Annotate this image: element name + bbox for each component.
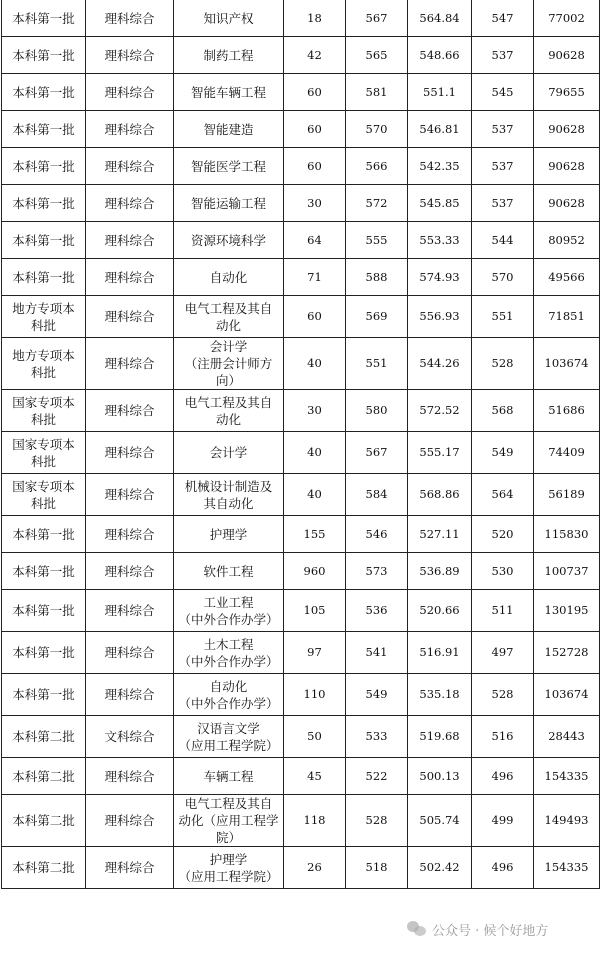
cell-plan-count: 40	[284, 432, 346, 474]
cell-batch: 本科第一批	[2, 37, 86, 74]
cell-min-score: 547	[472, 0, 534, 37]
cell-subject-group: 理科综合	[86, 222, 174, 259]
cell-subject-group: 理科综合	[86, 516, 174, 553]
cell-major: 护理学	[174, 516, 284, 553]
cell-subject-group: 理科综合	[86, 0, 174, 37]
cell-min-rank: 77002	[534, 0, 600, 37]
cell-min-rank: 115830	[534, 516, 600, 553]
table-row	[2, 474, 600, 516]
cell-major: 知识产权	[174, 0, 284, 37]
cell-max-score: 551	[346, 338, 408, 390]
cell-min-score: 545	[472, 74, 534, 111]
cell-min-rank: 130195	[534, 590, 600, 632]
cell-plan-count: 60	[284, 74, 346, 111]
table-row	[2, 716, 600, 758]
cell-major: 智能运输工程	[174, 185, 284, 222]
cell-major: 电气工程及其自 动化	[174, 296, 284, 338]
cell-min-rank: 90628	[534, 185, 600, 222]
cell-min-score: 544	[472, 222, 534, 259]
cell-batch: 本科第一批	[2, 516, 86, 553]
cell-batch: 本科第二批	[2, 847, 86, 889]
cell-avg-score: 536.89	[408, 553, 472, 590]
cell-min-rank: 154335	[534, 847, 600, 889]
cell-subject-group: 理科综合	[86, 590, 174, 632]
cell-min-rank: 103674	[534, 338, 600, 390]
cell-min-rank: 28443	[534, 716, 600, 758]
cell-batch: 国家专项本 科批	[2, 432, 86, 474]
cell-major: 电气工程及其自 动化（应用工程学 院）	[174, 795, 284, 847]
cell-plan-count: 105	[284, 590, 346, 632]
cell-avg-score: 542.35	[408, 148, 472, 185]
table-row	[2, 296, 600, 338]
cell-plan-count: 960	[284, 553, 346, 590]
cell-batch: 本科第二批	[2, 716, 86, 758]
table-row	[2, 847, 600, 889]
table-row	[2, 0, 600, 37]
cell-min-rank: 154335	[534, 758, 600, 795]
table-row	[2, 674, 600, 716]
cell-plan-count: 42	[284, 37, 346, 74]
table-row	[2, 148, 600, 185]
cell-plan-count: 18	[284, 0, 346, 37]
table-row	[2, 553, 600, 590]
table-row	[2, 590, 600, 632]
cell-subject-group: 理科综合	[86, 847, 174, 889]
cell-max-score: 555	[346, 222, 408, 259]
cell-max-score: 588	[346, 259, 408, 296]
table-row	[2, 259, 600, 296]
cell-major: 智能车辆工程	[174, 74, 284, 111]
cell-major: 土木工程 （中外合作办学）	[174, 632, 284, 674]
cell-batch: 本科第一批	[2, 222, 86, 259]
cell-avg-score: 519.68	[408, 716, 472, 758]
cell-plan-count: 110	[284, 674, 346, 716]
cell-batch: 本科第一批	[2, 185, 86, 222]
cell-plan-count: 60	[284, 148, 346, 185]
cell-plan-count: 30	[284, 390, 346, 432]
cell-min-score: 570	[472, 259, 534, 296]
cell-min-rank: 80952	[534, 222, 600, 259]
admission-score-table	[1, 0, 600, 889]
cell-plan-count: 60	[284, 296, 346, 338]
cell-major: 智能建造	[174, 111, 284, 148]
cell-min-score: 537	[472, 37, 534, 74]
cell-plan-count: 40	[284, 338, 346, 390]
cell-avg-score: 545.85	[408, 185, 472, 222]
cell-batch: 本科第二批	[2, 758, 86, 795]
cell-plan-count: 71	[284, 259, 346, 296]
table-row	[2, 795, 600, 847]
cell-subject-group: 理科综合	[86, 758, 174, 795]
cell-major: 工业工程 （中外合作办学）	[174, 590, 284, 632]
cell-batch: 国家专项本 科批	[2, 390, 86, 432]
cell-max-score: 533	[346, 716, 408, 758]
cell-avg-score: 553.33	[408, 222, 472, 259]
cell-subject-group: 文科综合	[86, 716, 174, 758]
cell-batch: 地方专项本 科批	[2, 296, 86, 338]
cell-max-score: 567	[346, 432, 408, 474]
cell-batch: 本科第一批	[2, 111, 86, 148]
cell-min-rank: 79655	[534, 74, 600, 111]
cell-batch: 本科第一批	[2, 148, 86, 185]
cell-major: 会计学 （注册会计师方 向）	[174, 338, 284, 390]
cell-major: 自动化	[174, 259, 284, 296]
cell-subject-group: 理科综合	[86, 185, 174, 222]
cell-plan-count: 26	[284, 847, 346, 889]
cell-min-rank: 149493	[534, 795, 600, 847]
cell-max-score: 581	[346, 74, 408, 111]
cell-min-score: 537	[472, 185, 534, 222]
cell-avg-score: 505.74	[408, 795, 472, 847]
cell-max-score: 567	[346, 0, 408, 37]
cell-min-rank: 74409	[534, 432, 600, 474]
cell-plan-count: 155	[284, 516, 346, 553]
cell-max-score: 546	[346, 516, 408, 553]
cell-min-score: 516	[472, 716, 534, 758]
table-row	[2, 74, 600, 111]
cell-avg-score: 500.13	[408, 758, 472, 795]
cell-batch: 本科第一批	[2, 0, 86, 37]
cell-min-rank: 90628	[534, 111, 600, 148]
table-row	[2, 758, 600, 795]
cell-min-score: 499	[472, 795, 534, 847]
cell-batch: 国家专项本 科批	[2, 474, 86, 516]
cell-plan-count: 45	[284, 758, 346, 795]
cell-max-score: 584	[346, 474, 408, 516]
table-row	[2, 37, 600, 74]
cell-subject-group: 理科综合	[86, 553, 174, 590]
cell-avg-score: 520.66	[408, 590, 472, 632]
cell-min-score: 496	[472, 758, 534, 795]
cell-min-rank: 49566	[534, 259, 600, 296]
cell-max-score: 522	[346, 758, 408, 795]
cell-max-score: 580	[346, 390, 408, 432]
cell-min-score: 551	[472, 296, 534, 338]
cell-major: 电气工程及其自 动化	[174, 390, 284, 432]
table-row	[2, 632, 600, 674]
cell-avg-score: 568.86	[408, 474, 472, 516]
cell-avg-score: 516.91	[408, 632, 472, 674]
cell-min-score: 537	[472, 111, 534, 148]
cell-min-score: 520	[472, 516, 534, 553]
cell-avg-score: 548.66	[408, 37, 472, 74]
cell-subject-group: 理科综合	[86, 474, 174, 516]
cell-max-score: 572	[346, 185, 408, 222]
cell-plan-count: 30	[284, 185, 346, 222]
cell-min-score: 528	[472, 338, 534, 390]
cell-max-score: 518	[346, 847, 408, 889]
cell-batch: 本科第一批	[2, 74, 86, 111]
cell-plan-count: 64	[284, 222, 346, 259]
cell-subject-group: 理科综合	[86, 390, 174, 432]
cell-plan-count: 50	[284, 716, 346, 758]
cell-subject-group: 理科综合	[86, 432, 174, 474]
cell-max-score: 569	[346, 296, 408, 338]
cell-plan-count: 40	[284, 474, 346, 516]
cell-min-score: 497	[472, 632, 534, 674]
cell-batch: 本科第一批	[2, 674, 86, 716]
cell-major: 自动化 （中外合作办学）	[174, 674, 284, 716]
cell-min-score: 537	[472, 148, 534, 185]
wechat-icon	[407, 921, 427, 937]
cell-avg-score: 572.52	[408, 390, 472, 432]
cell-avg-score: 564.84	[408, 0, 472, 37]
cell-plan-count: 118	[284, 795, 346, 847]
cell-min-score: 564	[472, 474, 534, 516]
cell-min-rank: 56189	[534, 474, 600, 516]
table-row	[2, 185, 600, 222]
cell-plan-count: 60	[284, 111, 346, 148]
cell-min-rank: 103674	[534, 674, 600, 716]
cell-min-rank: 71851	[534, 296, 600, 338]
cell-major: 资源环境科学	[174, 222, 284, 259]
cell-max-score: 573	[346, 553, 408, 590]
table-row	[2, 338, 600, 390]
cell-major: 软件工程	[174, 553, 284, 590]
cell-major: 制药工程	[174, 37, 284, 74]
cell-subject-group: 理科综合	[86, 632, 174, 674]
cell-plan-count: 97	[284, 632, 346, 674]
cell-min-rank: 90628	[534, 148, 600, 185]
table-row	[2, 390, 600, 432]
cell-major: 汉语言文学 （应用工程学院）	[174, 716, 284, 758]
cell-avg-score: 502.42	[408, 847, 472, 889]
cell-batch: 本科第一批	[2, 259, 86, 296]
cell-min-score: 549	[472, 432, 534, 474]
cell-avg-score: 544.26	[408, 338, 472, 390]
table-row	[2, 222, 600, 259]
cell-max-score: 528	[346, 795, 408, 847]
cell-max-score: 536	[346, 590, 408, 632]
cell-max-score: 566	[346, 148, 408, 185]
cell-avg-score: 535.18	[408, 674, 472, 716]
watermark-text: 公众号 · 候个好地方	[432, 923, 549, 939]
table-row	[2, 111, 600, 148]
cell-major: 会计学	[174, 432, 284, 474]
cell-max-score: 549	[346, 674, 408, 716]
cell-batch: 本科第二批	[2, 795, 86, 847]
cell-min-score: 528	[472, 674, 534, 716]
cell-avg-score: 527.11	[408, 516, 472, 553]
cell-min-score: 530	[472, 553, 534, 590]
cell-major: 智能医学工程	[174, 148, 284, 185]
cell-avg-score: 574.93	[408, 259, 472, 296]
cell-subject-group: 理科综合	[86, 296, 174, 338]
cell-avg-score: 555.17	[408, 432, 472, 474]
cell-min-score: 496	[472, 847, 534, 889]
watermark	[407, 917, 548, 941]
cell-avg-score: 546.81	[408, 111, 472, 148]
table-row	[2, 432, 600, 474]
cell-min-rank: 152728	[534, 632, 600, 674]
cell-max-score: 541	[346, 632, 408, 674]
cell-batch: 本科第一批	[2, 632, 86, 674]
cell-min-rank: 90628	[534, 37, 600, 74]
cell-major: 车辆工程	[174, 758, 284, 795]
cell-min-rank: 51686	[534, 390, 600, 432]
cell-major: 机械设计制造及 其自动化	[174, 474, 284, 516]
cell-batch: 本科第一批	[2, 590, 86, 632]
cell-max-score: 570	[346, 111, 408, 148]
cell-batch: 本科第一批	[2, 553, 86, 590]
cell-min-score: 568	[472, 390, 534, 432]
table-row	[2, 516, 600, 553]
cell-subject-group: 理科综合	[86, 37, 174, 74]
cell-max-score: 565	[346, 37, 408, 74]
cell-min-score: 511	[472, 590, 534, 632]
cell-batch: 地方专项本 科批	[2, 338, 86, 390]
cell-min-rank: 100737	[534, 553, 600, 590]
cell-subject-group: 理科综合	[86, 674, 174, 716]
cell-subject-group: 理科综合	[86, 259, 174, 296]
cell-subject-group: 理科综合	[86, 111, 174, 148]
cell-subject-group: 理科综合	[86, 148, 174, 185]
cell-avg-score: 556.93	[408, 296, 472, 338]
cell-subject-group: 理科综合	[86, 74, 174, 111]
cell-subject-group: 理科综合	[86, 795, 174, 847]
cell-avg-score: 551.1	[408, 74, 472, 111]
cell-subject-group: 理科综合	[86, 338, 174, 390]
cell-major: 护理学 （应用工程学院）	[174, 847, 284, 889]
